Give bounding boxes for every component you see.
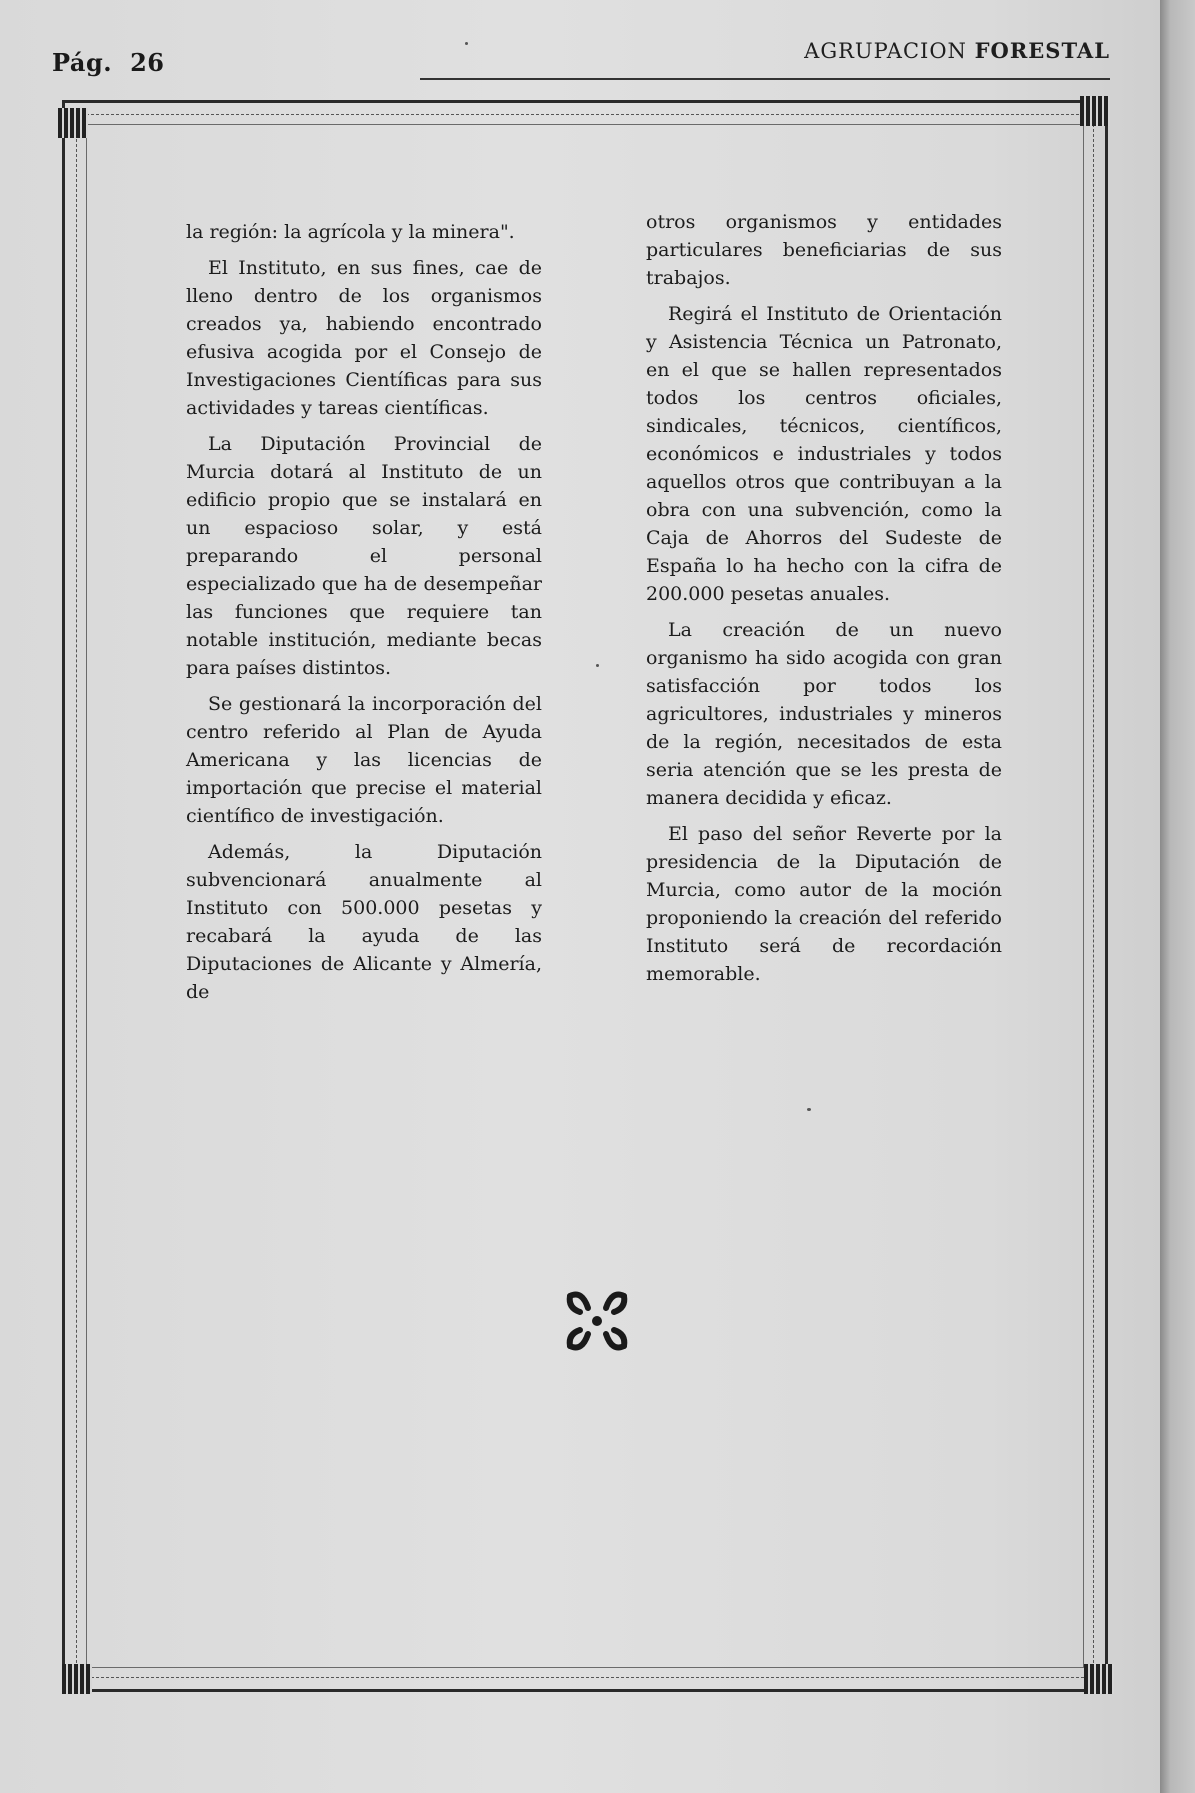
paragraph: Además, la Diputación subvencionará anualmente al Instituto con 500.000 pesetas y recabará la ayuda de las Diputaciones de Alicante y Almería, de [186,841,542,1003]
binding-edge [1160,0,1195,1793]
page-number [52,48,165,77]
paragraph: La Diputación Provincial de Murcia dotará al Instituto de un edificio propio que se instalará en un espacioso solar, y está preparando el personal especializado que ha de desempeñar las funciones que requiere tan notable institución, mediante becas para países distintos. [186,433,542,679]
print-speck [596,664,599,667]
left-column [186,218,542,1014]
paragraph: Se gestionará la incorporación del centro referido al Plan de Ayuda Americana y las licencias de importación que precise el material científico de investigación. [186,693,542,827]
frame-corner-bottom-right [1084,1664,1114,1694]
paragraph: otros organismos y entidades particulares beneficiarias de sus trabajos. [646,211,1002,289]
paragraph: Regirá el Instituto de Orientación y Asistencia Técnica un Patronato, en el que se hallen representados todos los centros oficiales, sindicales, técnicos, científicos, económicos e industriales y todos aquellos otros que contribuyan a la obra con una subvención, como la Caja de Ahorros del Sudeste de España lo ha hecho con la cifra de 200.000 pesetas anuales. [646,303,1002,605]
publication-title-plain: AGRUPACION [804,39,967,63]
publication-title [804,38,1110,63]
paragraph: El paso del señor Reverte por la presidencia de la Diputación de Murcia, como autor de la moción proponiendo la creación del referido Instituto será de recordación memorable. [646,823,1002,985]
print-speck [807,1108,811,1111]
frame-corner-top-right [1080,96,1110,126]
paragraph: La creación de un nuevo organismo ha sido acogida con gran satisfacción por todos los agricultores, industriales y mineros de la región, necesitados de esta seria atención que se les presta de manera decidida y eficaz. [646,619,1002,809]
print-speck [465,42,468,45]
header-rule [420,78,1110,80]
right-column [646,208,1002,996]
page-number-value: 26 [130,48,165,77]
frame-corner-top-left [58,108,88,138]
publication-title-bold: FORESTAL [974,38,1110,63]
paragraph: El Instituto, en sus fines, cae de lleno dentro de los organismos creados ya, habiendo encontrado efusiva acogida por el Consejo de Investigaciones Científicas para sus actividades y tareas científicas. [186,257,542,419]
paragraph: la región: la agrícola y la minera". [186,221,515,243]
frame-corner-bottom-left [62,1664,92,1694]
page-label: Pág. [52,48,113,77]
four-petal-flourish-icon [562,1286,632,1356]
